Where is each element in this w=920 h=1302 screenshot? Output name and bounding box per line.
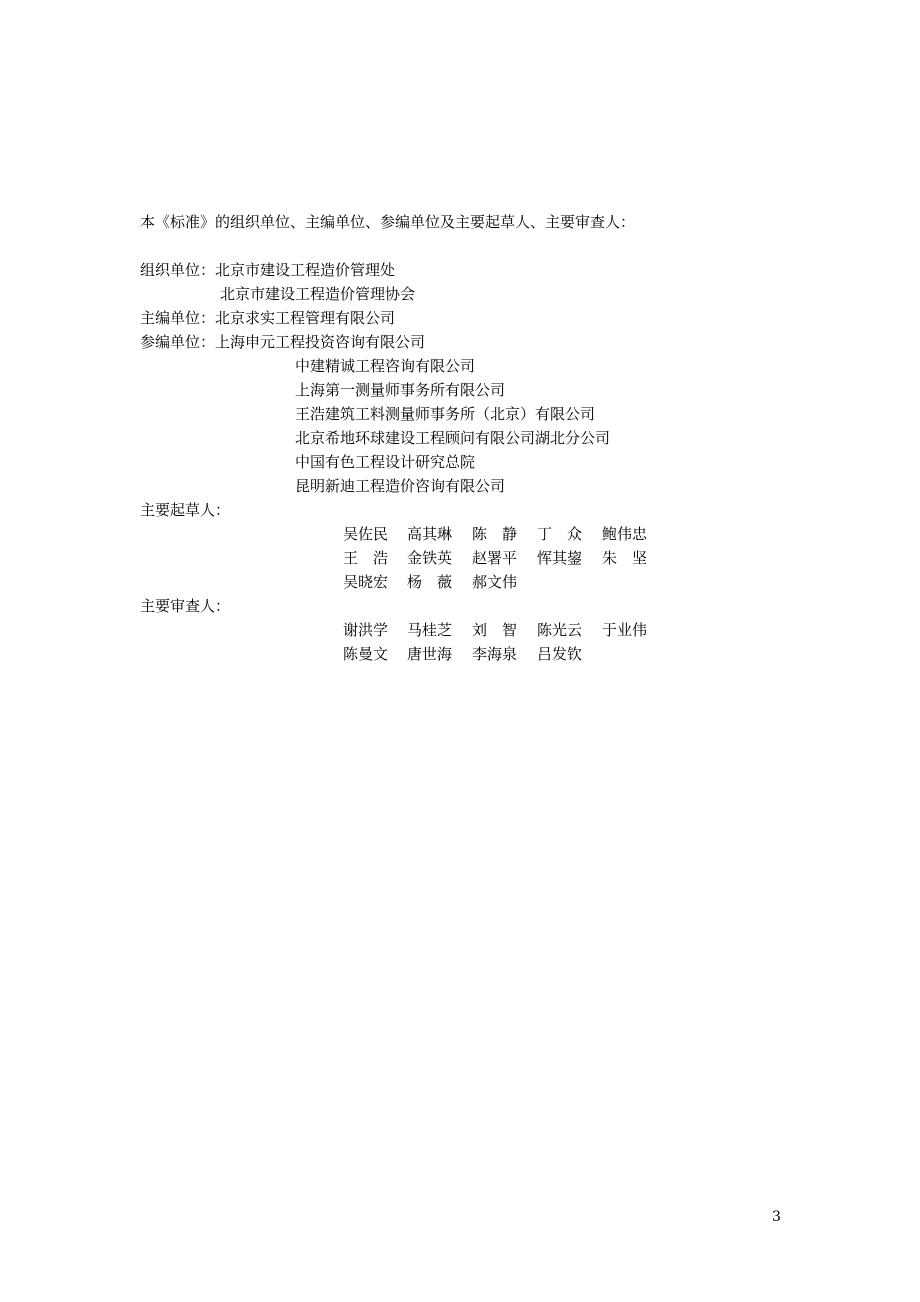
drafter-name: 高其琳: [407, 525, 453, 543]
drafter-name: 郝文伟: [472, 573, 518, 591]
drafter-name: 吴佐民: [343, 525, 389, 543]
reviewer-name: 刘 智: [472, 621, 518, 639]
reviewer-name: 谢洪学: [343, 621, 389, 639]
drafter-name: 赵署平: [472, 549, 518, 567]
organizer-unit: 北京市建设工程造价管理协会: [220, 285, 416, 303]
reviewer-name: 李海泉: [472, 645, 518, 663]
intro-text: 本《标准》的组织单位、主编单位、参编单位及主要起草人、主要审查人：: [140, 213, 636, 231]
participants-label: 参编单位：: [140, 333, 216, 351]
participant-unit: 上海第一测量师事务所有限公司: [295, 381, 506, 399]
reviewers-label: 主要审查人：: [140, 597, 231, 615]
reviewer-name: 吕发钦: [537, 645, 583, 663]
participant-unit: 王浩建筑工料测量师事务所（北京）有限公司: [295, 405, 596, 423]
organizer-row-1: [140, 258, 395, 282]
organizer-label: 组织单位：: [140, 261, 216, 279]
participant-unit: 中国有色工程设计研究总院: [295, 453, 476, 471]
drafter-name: 朱 坚: [602, 549, 648, 567]
chief-editor-unit: 北京求实工程管理有限公司: [215, 309, 396, 327]
drafter-name: 王 浩: [343, 549, 389, 567]
reviewer-name: 陈光云: [537, 621, 583, 639]
drafter-name: 鲍伟忠: [602, 525, 648, 543]
organizer-unit: 北京市建设工程造价管理处: [215, 261, 396, 279]
organizer-row-2: [220, 282, 415, 306]
reviewer-name: 唐世海: [407, 645, 453, 663]
chief-editor-label: 主编单位：: [140, 309, 216, 327]
participant-unit: 中建精诚工程咨询有限公司: [295, 357, 476, 375]
chief-editor-row: [140, 306, 395, 330]
participant-unit: 昆明新迪工程造价咨询有限公司: [295, 477, 506, 495]
drafter-name: 陈 静: [472, 525, 518, 543]
drafter-name: 恽其鋆: [537, 549, 583, 567]
reviewer-name: 于业伟: [602, 621, 648, 639]
drafters-label: 主要起草人：: [140, 501, 231, 519]
participant-unit: 北京希地环球建设工程顾问有限公司湖北分公司: [295, 429, 611, 447]
page-number: 3: [772, 1209, 781, 1225]
participant-row-1: [140, 330, 425, 354]
reviewer-name: 马桂芝: [407, 621, 453, 639]
drafter-name: 吴晓宏: [343, 573, 389, 591]
reviewer-name: 陈曼文: [343, 645, 389, 663]
participant-unit: 上海申元工程投资咨询有限公司: [215, 333, 426, 351]
drafter-name: 杨 薇: [407, 573, 453, 591]
drafter-name: 金铁英: [407, 549, 453, 567]
drafter-name: 丁 众: [537, 525, 583, 543]
